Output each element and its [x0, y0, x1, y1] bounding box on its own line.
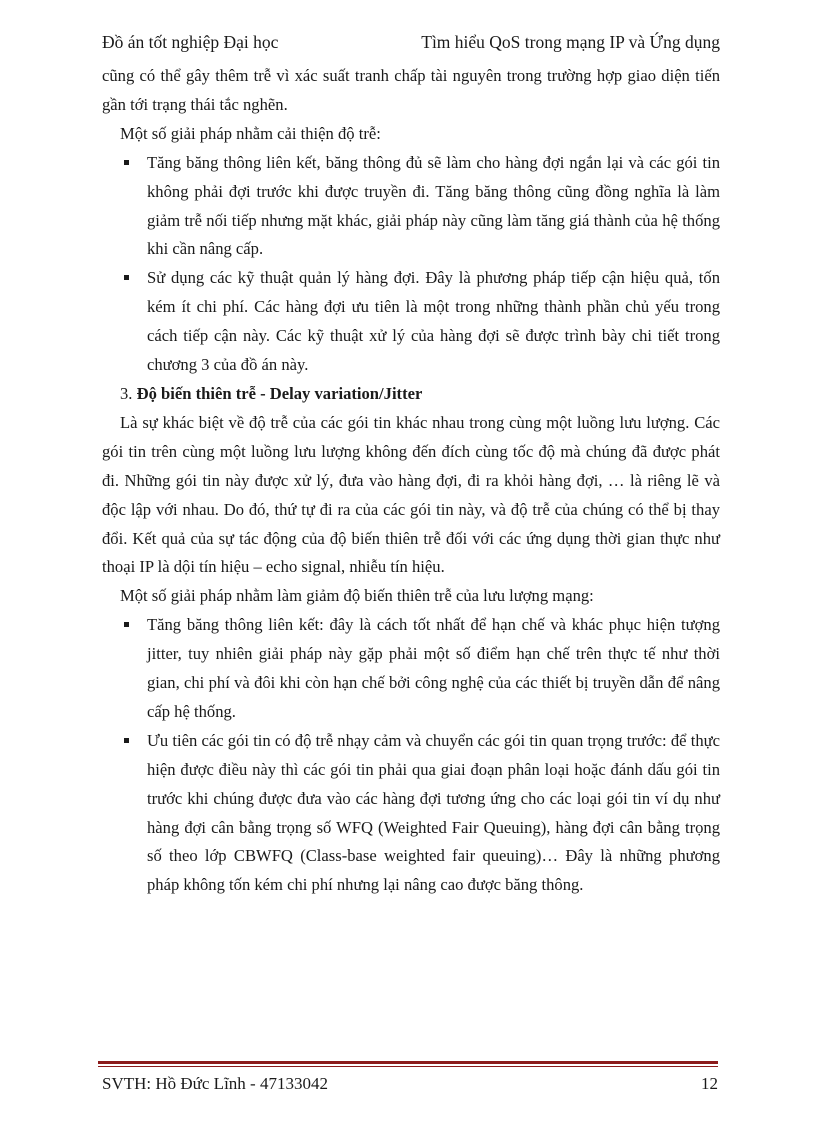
page-header [102, 30, 720, 54]
page-number: 12 [701, 1074, 718, 1093]
section-title: Độ biến thiên trễ - Delay variation/Jitter [136, 383, 423, 403]
list-item [102, 264, 720, 380]
bullet-icon [124, 160, 129, 165]
list-item-text: Tăng băng thông liên kết, băng thông đủ sẽ làm cho hàng đợi ngắn lại và các gói tin không phải đợi trước khi được truyền đi. Tăng băng thông cũng đồng nghĩa là làm giảm trễ nối tiếp nhưng mặt khác, giải pháp này cũng làm tăng giá thành của hệ thống khi cần nâng cấp. [147, 152, 720, 259]
jitter-solutions-intro: Một số giải pháp nhằm làm giảm độ biến thiên trễ của lưu lượng mạng: [120, 586, 594, 606]
bullet-icon [124, 622, 129, 627]
footer-rule-thin [98, 1066, 718, 1067]
jitter-solutions-list [102, 611, 720, 900]
section-heading [102, 380, 720, 409]
bullet-icon [124, 275, 129, 280]
paragraph-continuation: cũng có thể gây thêm trễ vì xác suất tranh chấp tài nguyên trong trường hợp giao diện tiến gần tới trạng thái tắc nghẽn. [102, 66, 720, 114]
header-right: Tìm hiểu QoS trong mạng IP và Ứng dụng [421, 32, 720, 52]
delay-solutions-intro: Một số giải pháp nhằm cải thiện độ trễ: [120, 123, 381, 143]
header-left: Đồ án tốt nghiệp Đại học [102, 32, 279, 52]
section-number: 3. [120, 383, 133, 403]
footer-author: SVTH: Hồ Đức Lĩnh - 47133042 [102, 1074, 328, 1093]
jitter-paragraph: Là sự khác biệt về độ trễ của các gói tin khác nhau trong cùng một luồng lưu lượng. Các gói tin trên cùng một luồng lưu lượng không đến đích cùng tốc độ mà chúng đã được phát đi. Những gói tin này được xử lý, đưa vào hàng đợi, đi ra khỏi hàng đợi, … là riêng lẽ và độc lập với nhau. Do đó, thứ tự đi ra của các gói tin này, và độ trễ của chúng có thể bị thay đổi. Kết quả của sự tác động của độ biến thiên trễ đối với các ứng dụng thời gian thực như thoại IP là dội tín hiệu – echo signal, nhiễu tín hiệu. [102, 412, 720, 577]
page-body [102, 62, 720, 900]
page-footer [102, 1072, 718, 1096]
list-item-text: Tăng băng thông liên kết: đây là cách tốt nhất để hạn chế và khác phục hiện tượng jitter, tuy nhiên giải pháp này gặp phải một số điểm hạn chế trên thực tế như thời gian, chi phí và đôi khi còn hạn chế bởi công nghệ của các thiết bị truyền dẫn để nâng cấp hệ thống. [147, 615, 720, 721]
list-item-text: Ưu tiên các gói tin có độ trễ nhạy cảm và chuyển các gói tin quan trọng trước: để thực hiện được điều này thì các gói tin phải qua giai đoạn phân loại hoặc đánh dấu gói tin trước khi chúng được đưa vào các hàng đợi tương ứng cho các loại gói tin ví dụ như hàng đợi cân bằng trọng số WFQ (Weighted Fair Queuing), hàng đợi cân bằng trọng số theo lớp CBWFQ (Class-base weighted fair queuing)… Đây là những phương pháp không tốn kém chi phí nhưng lại nâng cao được băng thông. [147, 730, 720, 895]
list-item-text: Sử dụng các kỹ thuật quản lý hàng đợi. Đây là phương pháp tiếp cận hiệu quả, tốn kém ít chi phí. Các hàng đợi ưu tiên là một trong những thành phần chủ yếu trong cách tiếp cận này. Các kỹ thuật xử lý của hàng đợi sẽ được trình bày chi tiết trong chương 3 của đồ án này. [147, 268, 720, 375]
footer-rule [98, 1061, 718, 1064]
list-item [102, 149, 720, 265]
list-item [102, 727, 720, 900]
delay-solutions-list [102, 149, 720, 380]
bullet-icon [124, 738, 129, 743]
list-item [102, 611, 720, 727]
